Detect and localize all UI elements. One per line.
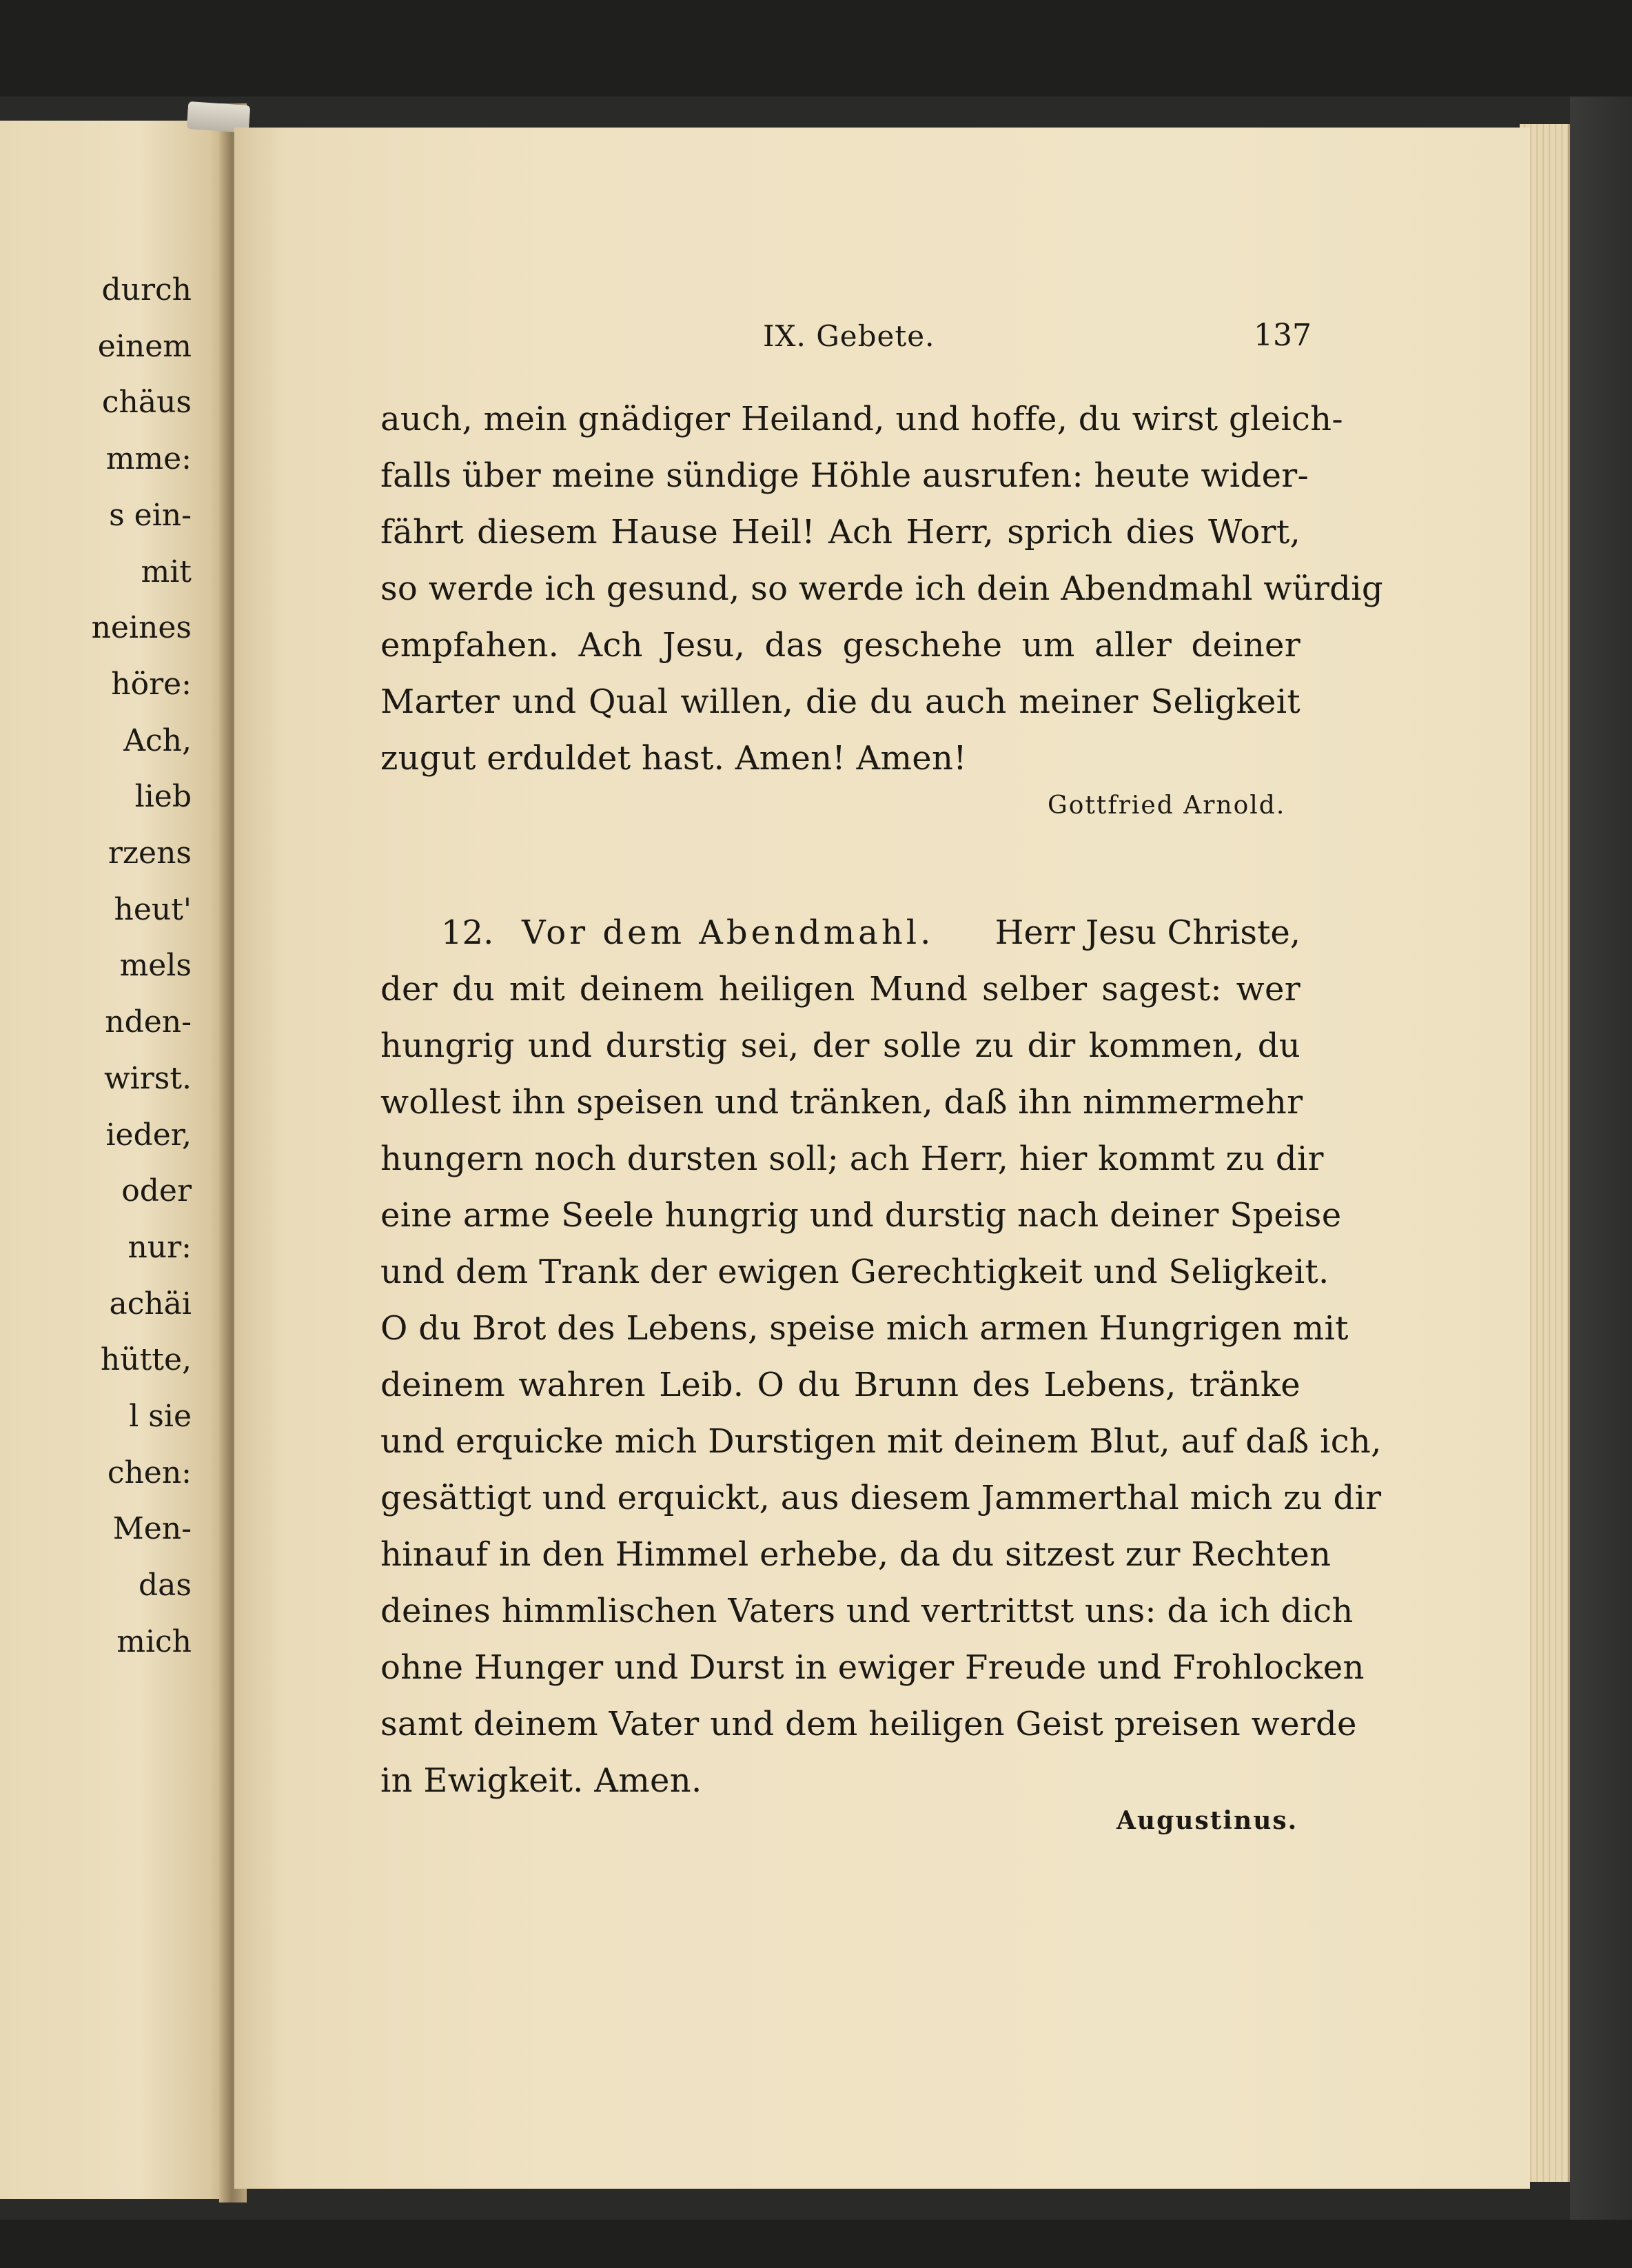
left-page-line: das xyxy=(139,1568,192,1603)
text-line: gesättigt und erquickt, aus diesem Jammerthal mich zu dir xyxy=(380,1479,1382,1517)
left-page-line: achäi xyxy=(109,1286,192,1322)
left-page-line: neines xyxy=(91,610,192,645)
text-line: und dem Trank der ewigen Gerechtigkeit und Seligkeit. xyxy=(380,1253,1329,1291)
left-page-line: ieder, xyxy=(105,1117,192,1153)
text-line: Herr Jesu Christe, xyxy=(994,913,1300,952)
left-page-line: nur: xyxy=(127,1230,192,1265)
prayer-11-text xyxy=(380,400,1383,786)
text-line: deinem wahren Leib. O du Brunn des Lebens, tränke xyxy=(380,1366,1300,1404)
page-number: 137 xyxy=(1254,318,1312,353)
text-line: so werde ich gesund, so werde ich dein Abendmahl würdig xyxy=(380,569,1383,608)
attribution-augustinus: Augustinus. xyxy=(1116,1806,1298,1835)
text-line: O du Brot des Lebens, speise mich armen Hungrigen mit xyxy=(380,1309,1349,1348)
left-page-line: mit xyxy=(141,554,192,589)
text-line: hungern noch dursten soll; ach Herr, hier kommt zu dir xyxy=(380,1140,1324,1178)
left-page-line: s ein- xyxy=(109,498,192,533)
text-line: Marter und Qual willen, die du auch meiner Seligkeit xyxy=(380,682,1300,721)
text-line: hungrig und durstig sei, der solle zu dir kommen, du xyxy=(380,1026,1300,1065)
cover-edge xyxy=(1570,97,1632,2220)
running-header: IX. Gebete. xyxy=(763,319,935,353)
text-line: wollest ihn speisen und tränken, daß ihn nimmermehr xyxy=(380,1083,1303,1122)
text-line: samt deinem Vater und dem heiligen Geist preisen werde xyxy=(380,1705,1357,1743)
left-page-line: Men- xyxy=(112,1511,192,1546)
text-line: eine arme Seele hungrig und durstig nach deiner Speise xyxy=(380,1196,1342,1235)
text-line: zugut erduldet hast. Amen! Amen! xyxy=(380,739,967,778)
left-page-line: chen: xyxy=(107,1455,192,1490)
text-line: der du mit deinem heiligen Mund selber sagest: wer xyxy=(380,970,1300,1009)
left-page-line: rzens xyxy=(108,836,192,871)
text-line: in Ewigkeit. Amen. xyxy=(380,1761,702,1800)
left-page-line: l sie xyxy=(129,1399,192,1434)
left-page-line: durch xyxy=(101,272,192,307)
prayer-12-heading-line xyxy=(380,913,1300,955)
text-line: und erquicke mich Durstigen mit deinem Blut, auf daß ich, xyxy=(380,1422,1382,1461)
text-line: auch, mein gnädiger Heiland, und hoffe, du wirst gleich- xyxy=(380,400,1343,438)
left-page-line: höre: xyxy=(111,667,192,702)
prayer-title: Vor dem Abendmahl. xyxy=(522,913,935,952)
left-page-line: mels xyxy=(119,948,192,983)
right-page xyxy=(234,128,1530,2189)
left-page-line: wirst. xyxy=(103,1061,192,1096)
left-page-line: mme: xyxy=(105,441,192,476)
prayer-12-text xyxy=(380,970,1382,1825)
left-page-line: oder xyxy=(121,1173,192,1208)
text-line: fährt diesem Hause Heil! Ach Herr, sprich dies Wort, xyxy=(380,513,1300,551)
left-page-line: einem xyxy=(97,329,192,364)
left-page xyxy=(0,121,233,2199)
left-page-line: lieb xyxy=(134,779,192,814)
left-page-line: mich xyxy=(116,1624,192,1659)
left-page-line: chäus xyxy=(101,385,192,420)
left-page-line: hütte, xyxy=(100,1342,192,1377)
text-line: empfahen. Ach Jesu, das geschehe um aller deiner xyxy=(380,626,1300,665)
text-line: ohne Hunger und Durst in ewiger Freude und Frohlocken xyxy=(380,1648,1365,1687)
left-page-line: heut' xyxy=(114,892,192,927)
prayer-number: 12. xyxy=(441,913,494,952)
text-line: falls über meine sündige Höhle ausrufen: heute wider- xyxy=(380,456,1309,495)
left-page-line: nden- xyxy=(105,1004,192,1040)
left-page-line: Ach, xyxy=(123,723,192,758)
attribution-gottfried-arnold: Gottfried Arnold. xyxy=(1048,791,1286,820)
text-line: hinauf in den Himmel erhebe, da du sitzest zur Rechten xyxy=(380,1535,1332,1574)
text-line: deines himmlischen Vaters und vertrittst uns: da ich dich xyxy=(380,1592,1354,1630)
